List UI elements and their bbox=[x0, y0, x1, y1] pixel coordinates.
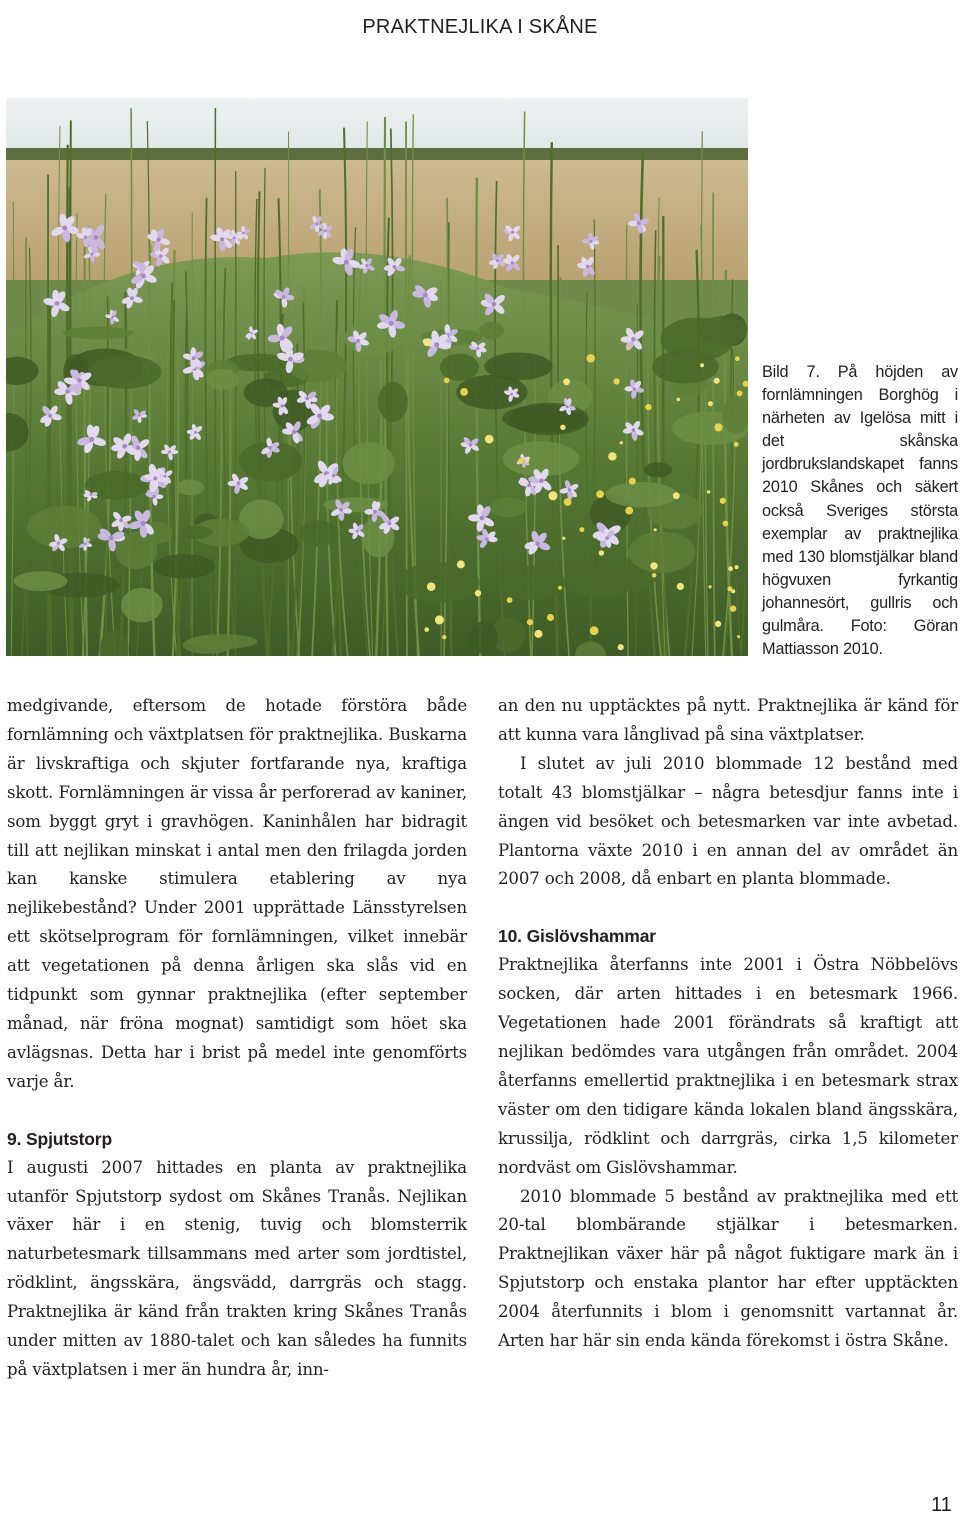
yellow-blossom bbox=[558, 586, 562, 590]
meadow-photo bbox=[6, 98, 748, 656]
yellow-blossom bbox=[444, 378, 450, 384]
leaf-cluster bbox=[498, 566, 566, 600]
leaf-cluster bbox=[180, 526, 213, 539]
leaf-cluster bbox=[469, 622, 498, 654]
leaf-cluster bbox=[121, 588, 163, 623]
yellow-blossom bbox=[708, 585, 711, 588]
leaf-cluster bbox=[206, 369, 238, 391]
yellow-blossom bbox=[734, 442, 739, 447]
leaf-cluster bbox=[182, 636, 233, 654]
yellow-blossom bbox=[735, 356, 740, 361]
yellow-blossom bbox=[427, 582, 436, 591]
section-heading-gislovshammar: 10. Gislövshammar bbox=[498, 926, 656, 947]
yellow-blossom bbox=[707, 490, 710, 493]
praktnejlika-meadow-photo bbox=[6, 98, 748, 656]
yellow-blossom bbox=[596, 490, 604, 498]
leaf-cluster bbox=[88, 355, 161, 388]
yellow-blossom bbox=[475, 590, 481, 596]
yellow-blossom bbox=[627, 346, 631, 350]
yellow-blossom bbox=[586, 354, 595, 363]
left-paragraph-1: medgivande, eftersom de hotade förstöra både fornlämning och växtplatsen för praktnejlika. Buskarna är livskraftiga och skjuter fortfarande nya, kraftiga skott. Fornlämningen är vissa år perforerad av kaniner, som byggt gryt i gravhögen. Kaninhålen har bidragit till att nejlikan minskat i antal men den frilagda jorden kan kanske stimulera etablering av nya nejlikebestånd? Under 2001 upprättade Länsstyrelsen ett skötselprogram för fornlämningen, vilket innebär att vegetationen på denna årligen ska slås vid en tidpunkt som gynnar praktnejlika (efter september månad, när fröna mognat) samtidigt som höet ska avlägsnas. Detta har i brist på medel inte genomförts varje år. bbox=[7, 696, 467, 1091]
yellow-blossom bbox=[737, 391, 743, 397]
left-column bbox=[7, 692, 467, 1385]
yellow-blossom bbox=[625, 507, 633, 515]
yellow-blossom bbox=[560, 425, 565, 430]
yellow-blossom bbox=[485, 435, 494, 444]
yellow-blossom bbox=[673, 492, 680, 499]
yellow-blossom bbox=[424, 627, 429, 632]
yellow-blossom bbox=[457, 560, 465, 568]
yellow-blossom bbox=[547, 614, 554, 621]
yellow-blossom bbox=[562, 537, 565, 540]
yellow-blossom bbox=[442, 635, 446, 639]
leaf-cluster bbox=[484, 353, 552, 381]
leaf-cluster bbox=[397, 562, 479, 603]
yellow-blossom bbox=[535, 630, 543, 638]
leaf-cluster bbox=[440, 354, 479, 381]
right-paragraph-1: an den nu upptäcktes på nytt. Praktnejlika är känd för att kunna vara långlivad på sina växtplatser. bbox=[498, 696, 958, 744]
grass-stem bbox=[50, 301, 51, 656]
yellow-blossom bbox=[720, 498, 726, 504]
right-paragraph-3: Praktnejlika återfanns inte 2001 i Östra Nöbbelövs socken, där arten hittades i en betesmark 1966. Vegetationen hade 2001 förändrats så kraftigt att nejlikan bedömdes vara utgången från området. 2004 återfanns emellertid praktnejlika i en betesmark strax väster om den tidigare kända lokalen bland ängsskära, krussilja, rödklint och darrgräs, cirka 1,5 kilometer nordväst om Gislövshammar. bbox=[498, 955, 958, 1177]
yellow-blossom bbox=[677, 583, 684, 590]
yellow-blossom bbox=[700, 363, 704, 367]
leaf-cluster bbox=[698, 316, 747, 345]
yellow-blossom bbox=[714, 378, 720, 384]
yellow-blossom bbox=[735, 565, 739, 569]
leaf-cluster bbox=[628, 532, 695, 573]
yellow-blossom bbox=[549, 491, 558, 500]
yellow-blossom bbox=[527, 619, 533, 625]
yellow-blossom bbox=[613, 378, 619, 384]
yellow-blossom bbox=[650, 562, 657, 569]
leaf-cluster bbox=[652, 350, 719, 384]
page-number: 11 bbox=[931, 1494, 952, 1516]
yellow-blossom bbox=[518, 458, 524, 464]
yellow-blossom bbox=[564, 498, 572, 506]
section-heading-spjutstorp: 9. Spjutstorp bbox=[7, 1128, 112, 1149]
leaf-cluster bbox=[63, 327, 134, 340]
leaf-cluster bbox=[644, 462, 672, 477]
yellow-blossom bbox=[608, 452, 616, 460]
yellow-blossom bbox=[423, 339, 430, 346]
yellow-blossom bbox=[715, 621, 721, 627]
leaf-cluster bbox=[503, 441, 579, 476]
yellow-blossom bbox=[723, 521, 729, 527]
running-title: PRAKTNEJLIKA I SKÅNE bbox=[362, 16, 598, 38]
yellow-blossom bbox=[460, 388, 468, 396]
leaf-cluster bbox=[479, 322, 504, 340]
leaf-cluster bbox=[176, 479, 204, 495]
yellow-blossom bbox=[645, 404, 651, 410]
yellow-blossom bbox=[507, 597, 513, 603]
leaf-cluster bbox=[14, 571, 68, 591]
yellow-blossom bbox=[737, 635, 740, 638]
leaf-cluster bbox=[565, 563, 637, 597]
yellow-blossom bbox=[526, 459, 530, 463]
leaf-cluster bbox=[300, 520, 339, 546]
yellow-blossom bbox=[714, 423, 722, 431]
leaf-cluster bbox=[343, 442, 395, 484]
yellow-blossom bbox=[652, 573, 657, 578]
figure-caption: Bild 7. På höjden av fornlämningen Borghög i närheten av Igelösa mitt i det skånska jordbrukslandskapet fanns 2010 Skånes och säkert också Sveriges största exemplar av praktnejlika med 130 blomstjälkar bland högvuxen fyrkantig johannesört, gullris och gulmåra. Foto: Göran Mattiasson 2010. bbox=[762, 363, 958, 659]
yellow-blossom bbox=[579, 527, 584, 532]
yellow-blossom bbox=[654, 528, 657, 531]
leaf-cluster bbox=[378, 382, 408, 422]
yellow-blossom bbox=[620, 441, 623, 444]
left-paragraph-2: I augusti 2007 hittades en planta av praktnejlika utanför Spjutstorp sydost om Skånes Tranås. Nejlikan växer här i en stenig, tuvig och blomsterrik naturbetesmark tillsammans med arter som jordtistel, rödklint, ängsskära, ängsvädd, darrgräs och stagg. Praktnejlika är känd från trakten kring Skånes Tranås under mitten av 1880-talet och kan således ha funnits på växtplatsen i mer än hundra år, inn- bbox=[7, 1157, 467, 1379]
yellow-blossom bbox=[728, 566, 733, 571]
leaf-cluster bbox=[153, 554, 215, 579]
yellow-blossom bbox=[590, 626, 599, 635]
right-paragraph-2: I slutet av juli 2010 blommade 12 bestånd med totalt 43 blomstjälkar – några betesdjur fanns inte i ängen vid besöket och betesmarken var inte avbetad. Plantorna växte 2010 i en annan del av området än 2007 och 2008, då enbart en planta blommade. bbox=[498, 753, 958, 889]
yellow-blossom bbox=[599, 550, 604, 555]
tree-line bbox=[6, 148, 748, 162]
yellow-blossom bbox=[563, 378, 570, 385]
right-column bbox=[498, 692, 958, 1356]
yellow-blossom bbox=[629, 478, 636, 485]
yellow-blossom bbox=[618, 644, 624, 650]
yellow-blossom bbox=[730, 606, 736, 612]
leaf-cluster bbox=[489, 498, 527, 518]
yellow-blossom bbox=[708, 401, 713, 406]
leaf-cluster bbox=[606, 482, 678, 507]
yellow-blossom bbox=[727, 586, 732, 591]
grass-stem bbox=[235, 171, 236, 656]
right-paragraph-4: 2010 blommade 5 bestånd av praktnejlika med ett 20-tal blombärande stjälkar i betesmarken. Praktnejlikan växer här på något fuktigare mark än i Spjutstorp och enstaka plantor har efter upptäckten 2004 återfunnits i blom i genomsnitt vartannat år. Arten har här sin enda kända förekomst i östra Skåne. bbox=[498, 1186, 958, 1351]
yellow-blossom bbox=[677, 398, 681, 402]
yellow-blossom bbox=[435, 615, 444, 624]
